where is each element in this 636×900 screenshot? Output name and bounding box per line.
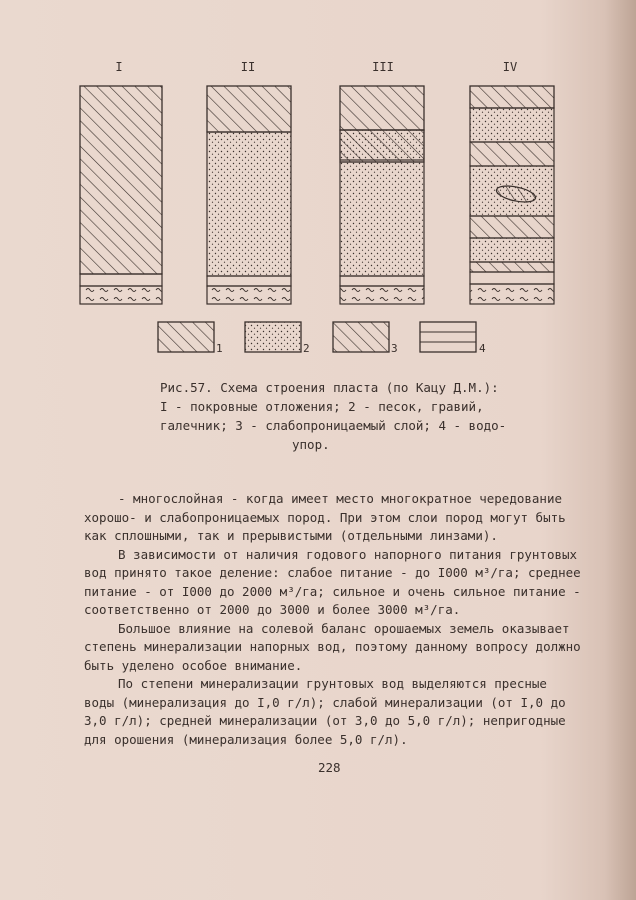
column-2: [207, 86, 291, 304]
legend-label-1: 1: [216, 342, 223, 355]
legend-label-3: 3: [391, 342, 398, 355]
column-1: [80, 86, 162, 304]
column-4: [470, 86, 554, 304]
legend-item-1: [158, 322, 214, 352]
column-label-3: III: [372, 60, 394, 74]
caption-line-2: I - покровные отложения; 2 - песок, гравий,: [160, 399, 484, 414]
paragraph-3: Большое влияние на солевой баланс орошаемых земель оказывает степень минерализации напорных вод, поэтому данному вопросу должно быть уделено особое внимание.: [84, 620, 581, 673]
legend-item-3: [333, 322, 389, 352]
caption-line-3: галечник; 3 - слабопроницаемый слой; 4 - водо-: [160, 418, 507, 433]
column-3: [340, 86, 424, 304]
aquifer-structure-figure: [70, 60, 570, 370]
page-number: 228: [318, 760, 341, 775]
caption-line-1: Рис.57. Схема строения пласта (по Кацу Д.М.):: [160, 380, 499, 395]
column-label-2: II: [240, 60, 256, 74]
figure-caption: [160, 378, 530, 454]
legend-item-2: [245, 322, 301, 352]
legend-label-4: 4: [479, 342, 486, 355]
column-label-4: IV: [502, 60, 518, 74]
paragraph-4: По степени минерализации грунтовых вод выделяются пресные воды (минерализация до I,0 г/л); слабой минерализации (от I,0 до 3,0 г/л); средней минерализации (от 3,0 до 5,0 г/л); непригодные для орошения (минерализация более 5,0 г/л).: [84, 676, 566, 747]
legend-item-4: [420, 322, 476, 352]
paragraph-2: В зависимости от наличия годового напорного питания грунтовых вод принято такое деление: слабое питание - до I000 м³/га; среднее питание - от I000 до 2000 м³/га; сильное и очень сильное питание - соответственно от 2000 до 3000 и более 3000 м³/га.: [84, 546, 581, 617]
paragraph-1: - многослойная - когда имеет место многократное чередование хорошо- и слабопроницаемых пород. При этом слои пород могут быть как сплошными, так и прерывистыми (отдельными линзами).: [84, 491, 566, 543]
body-text: [84, 490, 584, 749]
legend-label-2: 2: [303, 342, 310, 355]
figure-drawing: [70, 60, 570, 370]
column-label-1: I: [115, 60, 123, 74]
caption-line-4: упор.: [292, 437, 330, 452]
